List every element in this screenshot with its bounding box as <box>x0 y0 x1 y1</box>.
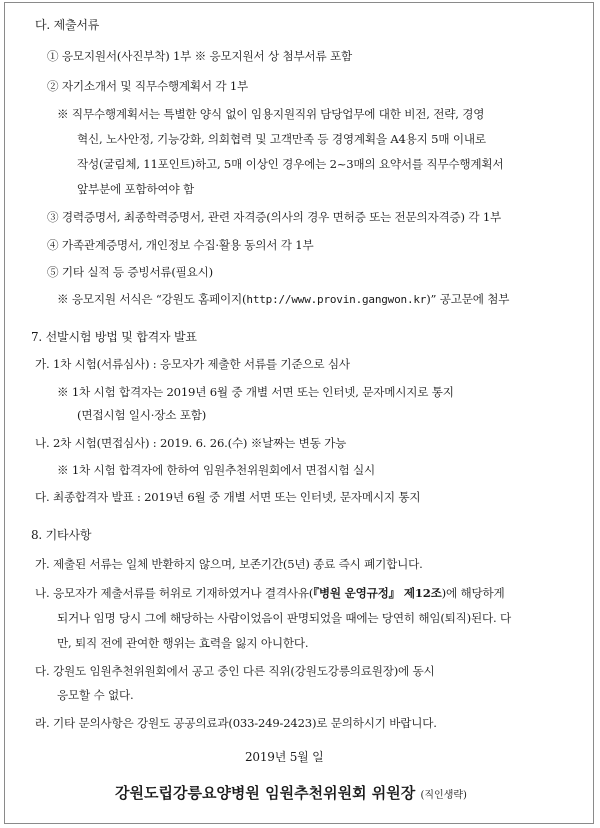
exam-1-note-line-1: ※ 1차 시험 합격자는 2019년 6월 중 개별 서면 또는 인터넷, 문자메시지로 통지 <box>57 385 454 399</box>
form-note-suffix: )” 공고문에 첨부 <box>426 292 510 306</box>
exam-2: 나. 2차 시험(면접심사) : 2019. 6. 26.(수) ※날짜는 변동 가능 <box>35 436 347 450</box>
misc-b-prefix: 나. 응모자가 제출서류를 허위로 기재하였거나 결격사유( <box>35 586 314 600</box>
misc-b-line-1 <box>35 585 504 601</box>
misc-b-line-2: 되거나 임명 당시 그에 해당하는 사람이었음이 판명되었을 때에는 당연히 해임(퇴직)된다. 다 <box>57 611 511 625</box>
section-heading-documents: 다. 제출서류 <box>35 18 100 32</box>
misc-c-line-1: 다. 강원도 임원추천위원회에서 공고 중인 다른 직위(강원도강릉의료원장)에 동시 <box>35 664 435 678</box>
doc-note-line-4: 앞부분에 포함하여야 함 <box>77 182 194 196</box>
document-page <box>4 2 594 824</box>
misc-a: 가. 제출된 서류는 일체 반환하지 않으며, 보존기간(5년) 종료 즉시 폐기합니다. <box>35 557 423 571</box>
misc-b-line-3: 만, 퇴직 전에 관여한 행위는 효력을 잃지 아니한다. <box>57 636 309 650</box>
doc-item-3: ③ 경력증명서, 최종학력증명서, 관련 자격증(의사의 경우 면허증 또는 전문의자격증) 각 1부 <box>47 210 502 224</box>
section-heading-misc: 8. 기타사항 <box>31 528 92 542</box>
doc-item-5: ⑤ 기타 실적 등 증빙서류(필요시) <box>47 265 213 279</box>
final-announcement: 다. 최종합격자 발표 : 2019년 6월 중 개별 서면 또는 인터넷, 문자메시지 통지 <box>35 490 421 504</box>
signatory: 강원도립강릉요양병원 임원추천위원회 위원장 <box>115 784 416 802</box>
doc-item-2: ② 자기소개서 및 직무수행계획서 각 1부 <box>47 79 248 93</box>
form-note <box>57 291 509 308</box>
misc-b-suffix: )에 해당하게 <box>441 586 505 600</box>
doc-note-line-3: 작성(굴림체, 11포인트)하고, 5매 이상인 경우에는 2~3매의 요약서를 직무수행계획서 <box>77 157 504 171</box>
doc-note-line-2: 혁신, 노사안정, 기능강화, 의회협력 및 고객만족 등 경영계획을 A4용지 5매 이내로 <box>77 132 486 146</box>
seal-omitted-note: (직인생략) <box>420 790 467 801</box>
section-heading-selection: 7. 선발시험 방법 및 합격자 발표 <box>31 330 197 344</box>
form-note-prefix: ※ 응모지원 서식은 “강원도 홈페이지( <box>57 292 247 306</box>
exam-1: 가. 1차 시험(서류심사) : 응모자가 제출한 서류를 기준으로 심사 <box>35 357 350 371</box>
doc-item-1: ① 응모지원서(사진부착) 1부 ※ 응모지원서 상 첨부서류 포함 <box>47 49 352 63</box>
announcement-date: 2019년 5월 일 <box>245 750 324 764</box>
exam-1-note-line-2: (면접시험 일시·장소 포함) <box>77 408 207 422</box>
regulation-reference: 『병원 운영규정』 제12조 <box>313 586 442 600</box>
homepage-url: http://www.provin.gangwon.kr <box>246 293 427 306</box>
misc-c-line-2: 응모할 수 없다. <box>57 688 134 702</box>
exam-2-note: ※ 1차 시험 합격자에 한하여 임원추천위원회에서 면접시험 실시 <box>57 463 375 477</box>
misc-d: 라. 기타 문의사항은 강원도 공공의료과(033-249-2423)로 문의하시기 바랍니다. <box>35 716 437 730</box>
doc-item-4: ④ 가족관계증명서, 개인정보 수집·활용 동의서 각 1부 <box>47 238 314 252</box>
doc-note-line-1: ※ 직무수행계획서는 특별한 양식 없이 임용지원직위 담당업무에 대한 비전, 전략, 경영 <box>57 107 485 121</box>
signature-line <box>115 785 467 804</box>
